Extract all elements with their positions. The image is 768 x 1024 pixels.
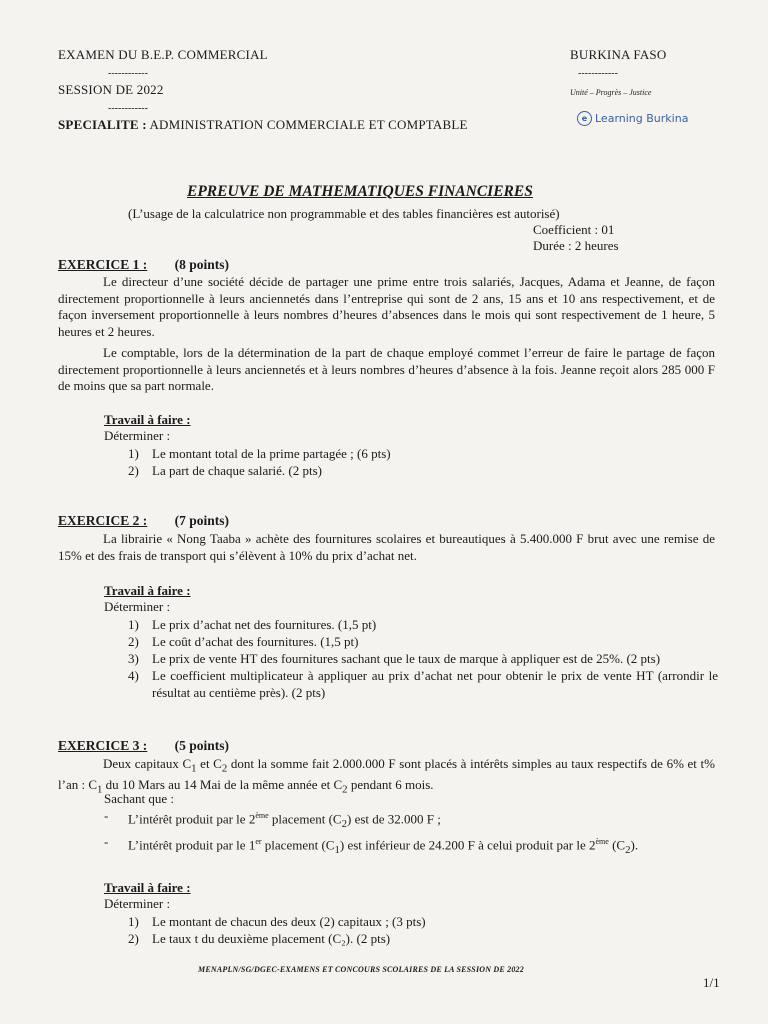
exercise-3-heading [58,738,229,754]
list-item: 4) Le coefficient multiplicateur à appliquer au prix d’achat net pour obtenir le prix de vente HT (arrondir le résultat au centième près). (2 pts) [128,668,718,700]
exercise-1-task-list [128,445,718,479]
coefficient: Coefficient : 01 [533,222,615,237]
exercise-1-points: (8 points) [174,257,230,272]
exercise-2-determine: Déterminer : [104,599,171,614]
list-item: - L’intérêt produit par le 2ème placement $(C_2)$ est de 32.000 F ; [104,808,441,830]
list-item: 2) La part de chaque salarié. (2 pts) [128,463,323,478]
list-item: 2) Le taux t du deuxième placement (C₂). (2 pts) [128,931,391,946]
exercise-1-work-heading: Travail à faire : [104,412,191,427]
country: BURKINA FASO [570,47,667,62]
list-item: 2) Le coût d’achat des fournitures. (1,5 pt) [128,634,359,649]
calculator-note: (L’usage de la calculatrice non programmable et des tables financières est autorisé) [128,206,560,221]
exercise-3-points: (5 points) [174,738,230,753]
exercise-1-paragraph-1: Le directeur d’une société décide de partager une prime entre trois salariés, Jacques, Adama et Jeanne, de façon directement proportionnelle à leurs anciennetés dans l’entreprise qui sont de 2 ans, 15 ans et 10 ans respectivement, et de façon inversement proportionnelle à leurs nombres d’heures d’absences dans le mois qui sont respectivement de 1 heure, 5 heures et 2 heures. [58,274,715,339]
exercise-3-conditions [104,807,716,859]
exercise-1-heading [58,257,229,273]
list-item: 1) Le montant total de la prime partagée ; (6 pts) [128,446,391,461]
list-item: 3) Le prix de vente HT des fournitures sachant que le taux de marque à appliquer est de 25%. (2 pts) [128,651,661,666]
specialite-value: ADMINISTRATION COMMERCIALE ET COMPTABLE [149,117,468,132]
page-number: 1/1 [703,975,720,990]
exam-subject-title: EPREUVE DE MATHEMATIQUES FINANCIERES [187,183,533,200]
list-item: 1) Le prix d’achat net des fournitures. (1,5 pt) [128,617,377,632]
separator: ------------ [108,103,148,114]
exercise-1-determine: Déterminer : [104,428,171,443]
specialite-label: SPECIALITE : [58,117,147,132]
exercise-3-work-heading: Travail à faire : [104,880,191,895]
exercise-2-points: (7 points) [174,513,230,528]
exercise-1-label: EXERCICE 1 : [58,257,148,272]
separator: ------------ [108,68,148,79]
logo-icon: e [577,111,592,126]
exercise-2-task-list [128,616,718,701]
exercise-2-paragraph: La librairie « Nong Taaba » achète des fournitures scolaires et bureautiques à 5.400.000 F brut avec une remise de 15% et des frais de transport qui s’élèvent à 10% du prix d’achat net. [58,531,715,563]
footer-reference: MENAPLN/SG/DGEC-EXAMENS ET CONCOURS SCOLAIRES DE LA SESSION DE 2022 [198,965,524,974]
exercise-3-paragraph: Deux capitaux $C_1$ et $C_2$ dont la somme fait 2.000.000 F sont placés à intérêts simples au taux respectifs de 6% et t% l’an : $C_1$ du 10 Mars au 14 Mai de la même année et $C_2$ pendant 6 mois. [58,756,715,796]
exercise-3-determine: Déterminer : [104,896,171,911]
learning-burkina-logo [577,111,688,126]
list-item: - L’intérêt produit par le 1er placement $(C_1)$ est inférieur de 24.200 F à celui produit par le 2ème $(C_2)$. [104,833,639,856]
exercise-3-sachant: Sachant que : [104,791,175,806]
exercise-2-label: EXERCICE 2 : [58,513,148,528]
exercise-2-heading [58,513,229,529]
duration: Durée : 2 heures [533,238,619,253]
separator: ------------ [578,68,618,79]
exercise-1-paragraph-2: Le comptable, lors de la détermination de la part de chaque employé commet l’erreur de faire le partage de façon directement proportionnelle à leurs anciennetés et à leurs nombres d’heures d’absence à la fois. Jeanne reçoit alors 285 000 F de moins que sa part normale. [58,345,715,393]
exercise-3-task-list [128,913,718,947]
list-item: 1) Le montant de chacun des deux (2) capitaux ; (3 pts) [128,914,426,929]
specialite [58,117,468,133]
exam-title: EXAMEN DU B.E.P. COMMERCIAL [58,47,268,62]
motto: Unité – Progrès – Justice [570,88,652,97]
logo-text: Learning Burkina [595,112,689,125]
exercise-3-label: EXERCICE 3 : [58,738,148,753]
exercise-2-work-heading: Travail à faire : [104,583,191,598]
session: SESSION DE 2022 [58,82,164,97]
